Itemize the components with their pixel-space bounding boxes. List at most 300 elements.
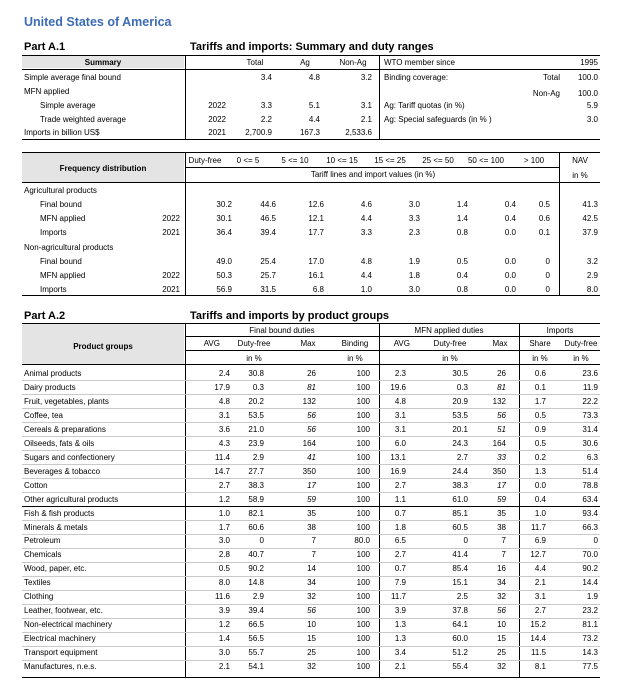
final-bound-cell: 3.1 (218, 410, 230, 420)
final-bound-cell: 100 (356, 410, 370, 420)
binding-total-value: 100.0 (577, 73, 598, 82)
imports-cell: 66.3 (582, 522, 598, 532)
final-bound-cell: 100 (356, 522, 370, 532)
summary-row-label: MFN applied (24, 87, 70, 96)
product-group-name: Oilseeds, fats & oils (24, 438, 95, 448)
product-group-name: Clothing (24, 592, 54, 602)
imports-cell: 23.2 (582, 606, 598, 616)
mfn-cell: 1.3 (394, 620, 406, 630)
freq-cell: 49.0 (216, 257, 232, 266)
final-bound-cell: 21.0 (248, 424, 264, 434)
mfn-cell: 32 (497, 662, 506, 671)
mfn-cell: 0.3 (456, 382, 468, 392)
special-safeguard-value: 3.0 (586, 115, 598, 124)
imports-cell: 14.4 (530, 634, 546, 643)
final-bound-cell: 1.2 (218, 620, 230, 630)
product-group-name: Animal products (24, 369, 82, 378)
freq-header-rule (22, 182, 600, 183)
mfn-cell: 20.1 (452, 424, 468, 434)
freq-cell: 3.0 (408, 200, 420, 209)
final-bound-cell: 34 (307, 578, 316, 588)
mfn-cell: 7 (501, 536, 506, 546)
final-bound-cell: 100 (356, 369, 370, 378)
final-bound-cell: 60.6 (248, 522, 264, 532)
imports-cell: 90.2 (582, 564, 598, 574)
summary-row-total: 2.2 (260, 115, 272, 124)
freq-cell: 17.0 (308, 257, 324, 266)
mfn-cell: 56 (497, 606, 506, 616)
final-bound-cell: 32 (307, 662, 316, 671)
imp-dutyfree-header: Duty-free (564, 339, 598, 348)
imports-cell: 0.5 (534, 438, 546, 448)
freq-col-header: 50 <= 100 (467, 156, 505, 165)
product-group-name: Chemicals (24, 550, 62, 560)
freq-cell: 3.3 (408, 214, 420, 223)
mfn-cell: 59 (497, 494, 506, 504)
summary-row-label: Trade weighted average (40, 115, 126, 124)
imports-cell: 14.3 (582, 648, 598, 657)
fb-dutyfree-unit: in % (246, 354, 262, 363)
mfn-cell: 6.0 (394, 438, 406, 448)
imports-cell: 63.4 (582, 494, 598, 504)
final-bound-cell: 164 (302, 438, 316, 448)
row-separator (22, 478, 600, 479)
imports-cell: 2.1 (534, 578, 546, 588)
imports-cell: 12.7 (530, 550, 546, 560)
imp-dutyfree-unit: in % (573, 354, 589, 363)
summary-row-year: 2022 (208, 115, 226, 124)
mfn-cell: 51 (497, 424, 506, 434)
mfn-cell: 60.0 (452, 634, 468, 643)
row-separator (22, 590, 600, 591)
freq-cell: 56.9 (216, 285, 232, 294)
mfn-cell: 7.9 (394, 578, 406, 588)
final-bound-cell: 100 (356, 438, 370, 448)
freq-cell: 25.4 (260, 257, 276, 266)
mfn-cell: 2.7 (456, 452, 468, 462)
row-separator (22, 520, 600, 521)
mfn-dutyfree-unit: in % (442, 354, 458, 363)
freq-cell: 50.3 (216, 271, 232, 280)
a2-subheader-rule (186, 336, 600, 337)
final-bound-cell: 11.6 (215, 592, 230, 602)
final-bound-cell: 15 (307, 634, 316, 643)
mfn-cell: 17 (497, 480, 506, 490)
freq-cell: 8.0 (586, 285, 598, 294)
mfn-cell: 56 (497, 410, 506, 420)
product-group-name: Cotton (24, 480, 48, 490)
agri-nonagri-separator (22, 506, 600, 507)
freq-cell: 4.4 (360, 214, 372, 223)
final-bound-cell: 1.2 (218, 494, 230, 504)
summary-row-year: 2022 (208, 101, 226, 110)
mfn-cell: 10 (497, 620, 506, 630)
summary-divider-right (379, 55, 380, 140)
product-group-name: Non-electrical machinery (24, 620, 113, 630)
freq-col-header: 25 <= 50 (422, 156, 454, 165)
mfn-cell: 2.3 (394, 369, 406, 378)
final-bound-cell: 100 (356, 382, 370, 392)
mfn-cell: 11.7 (391, 592, 406, 602)
final-bound-cell: 1.4 (218, 634, 230, 643)
summary-row-nonag: 3.2 (360, 73, 372, 82)
final-bound-cell: 26 (307, 369, 316, 378)
a2-divider-1 (185, 323, 186, 678)
freq-cell: 37.9 (582, 228, 598, 237)
mfn-cell: 33 (497, 452, 506, 462)
final-bound-cell: 11.4 (215, 452, 230, 462)
imports-cell: 1.7 (534, 396, 546, 406)
product-group-name: Fruit, vegetables, plants (24, 396, 109, 406)
mfn-cell: 37.8 (452, 606, 468, 616)
final-bound-cell: 4.8 (218, 396, 230, 406)
freq-col-header: 15 <= 25 (374, 156, 406, 165)
mfn-cell: 60.5 (452, 522, 468, 532)
fb-max-header: Max (300, 339, 316, 348)
part-a2-label: Part A.2 (24, 310, 66, 322)
freq-cell: 42.5 (582, 214, 598, 223)
mfn-cell: 55.4 (452, 662, 468, 671)
final-bound-cell: 56 (307, 410, 316, 420)
final-bound-cell: 25 (307, 648, 316, 657)
final-bound-cell: 40.7 (248, 550, 264, 560)
final-bound-cell: 100 (356, 606, 370, 616)
freq-cell: 6.8 (312, 285, 324, 294)
imports-cell: 11.5 (531, 648, 546, 657)
freq-col-header: 5 <= 10 (281, 156, 309, 165)
freq-col-header: Duty-free (188, 156, 222, 165)
freq-divider-left (185, 152, 186, 296)
final-bound-cell: 7 (311, 550, 316, 560)
mfn-cell: 32 (497, 592, 506, 602)
freq-row-label: MFN applied (40, 214, 86, 223)
summary-row-label: Simple average final bound (24, 73, 121, 82)
freq-row-year: 2021 (162, 285, 180, 294)
mfn-cell: 1.8 (394, 522, 406, 532)
mfn-dutyfree-header: Duty-free (433, 339, 467, 348)
fb-binding-header: Binding (341, 339, 369, 348)
final-bound-cell: 100 (356, 424, 370, 434)
freq-cell: 1.0 (360, 285, 372, 294)
final-bound-cell: 30.8 (248, 369, 264, 378)
row-separator (22, 646, 600, 647)
freq-cell: 0.5 (538, 200, 550, 209)
summary-col-nonag: Non-Ag (339, 58, 367, 67)
mfn-cell: 350 (492, 466, 506, 476)
final-bound-cell: 53.5 (248, 410, 264, 420)
final-bound-cell: 100 (356, 564, 370, 574)
freq-col-header: > 100 (523, 156, 545, 165)
mfn-cell: 2.7 (394, 550, 406, 560)
freq-row-year: 2021 (162, 228, 180, 237)
special-safeguard-label: Ag: Special safeguards (in % ) (384, 115, 492, 124)
freq-group-title: Non-agricultural products (24, 243, 114, 252)
mfn-cell: 26 (497, 369, 506, 378)
final-bound-cell: 58.9 (248, 494, 264, 504)
mfn-cell: 53.5 (452, 410, 468, 420)
row-separator (22, 422, 600, 423)
freq-cell: 12.6 (308, 200, 324, 209)
freq-cell: 0.8 (456, 285, 468, 294)
mfn-cell: 13.1 (390, 452, 406, 462)
mfn-cell: 24.4 (452, 466, 468, 476)
imp-share-header: Share (529, 339, 551, 348)
freq-row-label: Final bound (40, 200, 82, 209)
a2-bottom-rule (22, 677, 600, 678)
a2-unit-rule (186, 350, 600, 351)
final-bound-cell: 7 (311, 536, 316, 546)
final-bound-cell: 1.0 (218, 508, 230, 518)
mfn-cell: 3.1 (394, 410, 406, 420)
mfn-cell: 38 (497, 522, 506, 532)
freq-cell: 0 (545, 271, 550, 280)
freq-cell: 0.1 (538, 228, 550, 237)
product-group-name: Other agricultural products (24, 494, 119, 504)
product-group-name: Petroleum (24, 536, 61, 546)
final-bound-cell: 3.6 (218, 424, 230, 434)
freq-col-header: NAV (572, 156, 588, 165)
summary-row-total: 3.3 (260, 101, 272, 110)
mfn-cell: 0 (463, 536, 468, 546)
row-separator (22, 408, 600, 409)
row-separator (22, 436, 600, 437)
product-group-name: Fish & fish products (24, 508, 95, 518)
final-bound-cell: 2.4 (218, 369, 230, 378)
product-group-name: Manufactures, n.e.s. (24, 662, 97, 671)
summary-row-nonag: 3.1 (360, 101, 372, 110)
mfn-cell: 20.9 (452, 396, 468, 406)
final-bound-cell: 100 (356, 550, 370, 560)
freq-cell: 1.4 (456, 214, 468, 223)
final-bound-cell: 41 (307, 452, 316, 462)
wto-member-year: 1995 (580, 58, 598, 67)
mfn-avg-header: AVG (393, 339, 410, 348)
final-bound-cell: 2.1 (218, 662, 230, 671)
summary-header-rule (22, 69, 600, 70)
mfn-cell: 34 (497, 578, 506, 588)
freq-cell: 3.2 (586, 257, 598, 266)
fb-avg-header: AVG (203, 339, 220, 348)
summary-row-total: 2,700.9 (245, 128, 272, 137)
mfn-cell: 0.7 (394, 564, 406, 574)
freq-cell: 41.3 (582, 200, 598, 209)
final-bound-cell: 14 (307, 564, 316, 574)
freq-row-year: 2022 (162, 214, 180, 223)
row-separator (22, 492, 600, 493)
final-bound-cell: 100 (356, 508, 370, 518)
final-bound-cell: 2.9 (252, 592, 264, 602)
mfn-cell: 6.5 (394, 536, 406, 546)
final-bound-cell: 90.2 (248, 564, 264, 574)
mfn-cell: 51.2 (452, 648, 468, 657)
imports-cell: 8.1 (534, 662, 546, 671)
final-bound-cell: 66.5 (248, 620, 264, 630)
freq-cell: 1.4 (456, 200, 468, 209)
final-bound-cell: 56 (307, 606, 316, 616)
final-bound-cell: 35 (307, 508, 316, 518)
final-bound-cell: 14.7 (214, 466, 230, 476)
summary-col-total: Total (246, 58, 264, 67)
binding-nonag-label: Non-Ag (532, 89, 560, 98)
freq-cell: 25.7 (260, 271, 276, 280)
fb-dutyfree-header: Duty-free (237, 339, 271, 348)
freq-bottom-rule (22, 295, 600, 296)
freq-cell: 39.4 (260, 228, 276, 237)
binding-total-label: Total (543, 73, 560, 82)
final-bound-cell: 32 (307, 592, 316, 602)
final-bound-cell: 132 (302, 396, 316, 406)
summary-row-nonag: 2,533.6 (345, 128, 372, 137)
freq-cell: 12.1 (308, 214, 324, 223)
freq-subheader: Tariff lines and import values (in %) (310, 170, 436, 179)
final-bound-cell: 2.7 (218, 480, 230, 490)
imports-cell: 1.0 (534, 508, 546, 518)
imports-cell: 73.2 (582, 634, 598, 643)
mfn-cell: 7 (501, 550, 506, 560)
imports-cell: 0.0 (534, 480, 546, 490)
final-bound-cell: 3.0 (218, 648, 230, 657)
summary-row-ag: 4.4 (308, 115, 320, 124)
mfn-cell: 19.6 (390, 382, 406, 392)
mfn-cell: 15.1 (452, 578, 468, 588)
freq-cell: 0 (545, 285, 550, 294)
product-group-name: Beverages & tobacco (24, 466, 101, 476)
freq-cell: 4.4 (360, 271, 372, 280)
freq-row-label: Imports (40, 285, 67, 294)
freq-cell: 2.3 (408, 228, 420, 237)
final-bound-cell: 100 (356, 452, 370, 462)
final-bound-cell: 100 (356, 620, 370, 630)
product-group-name: Electrical machinery (24, 634, 96, 643)
row-separator (22, 660, 600, 661)
summary-row-year: 2021 (208, 128, 226, 137)
product-group-name: Coffee, tea (24, 410, 63, 420)
summary-row-label: Simple average (40, 101, 96, 110)
final-bound-cell: 55.7 (248, 648, 264, 657)
row-separator (22, 464, 600, 465)
freq-cell: 30.1 (216, 214, 232, 223)
imports-cell: 0.4 (534, 494, 546, 504)
freq-col-header: 10 <= 15 (326, 156, 358, 165)
product-group-name: Leather, footwear, etc. (24, 606, 103, 616)
final-bound-cell: 81 (307, 382, 316, 392)
final-bound-cell: 56.5 (248, 634, 264, 643)
final-bound-cell: 20.2 (248, 396, 264, 406)
final-bound-cell: 100 (356, 662, 370, 671)
mfn-cell: 85.1 (452, 508, 468, 518)
product-group-name: Cereals & preparations (24, 424, 106, 434)
imports-cell: 2.7 (534, 606, 546, 616)
final-bound-cell: 14.8 (248, 578, 264, 588)
final-bound-cell: 100 (356, 466, 370, 476)
imports-cell: 0 (593, 536, 598, 546)
row-separator (22, 394, 600, 395)
row-separator (22, 618, 600, 619)
imports-cell: 0.2 (534, 452, 546, 462)
imports-cell: 0.9 (534, 424, 546, 434)
imports-cell: 30.6 (582, 438, 598, 448)
product-group-name: Textiles (24, 578, 51, 588)
mfn-cell: 61.0 (452, 494, 468, 504)
final-bound-cell: 2.9 (252, 452, 264, 462)
final-bound-cell: 100 (356, 480, 370, 490)
imports-cell: 1.3 (534, 466, 546, 476)
final-bound-cell: 17 (307, 480, 316, 490)
freq-cell: 4.6 (360, 200, 372, 209)
fb-binding-unit: in % (347, 354, 363, 363)
imports-cell: 6.3 (586, 452, 598, 462)
part-a1-title: Tariffs and imports: Summary and duty ranges (190, 41, 434, 53)
final-bound-cell: 3.0 (218, 536, 230, 546)
imports-cell: 3.1 (534, 592, 546, 602)
freq-cell: 16.1 (308, 271, 324, 280)
final-bound-cell: 38 (307, 522, 316, 532)
final-bound-cell: 100 (356, 396, 370, 406)
row-separator (22, 450, 600, 451)
freq-cell: 0.0 (504, 228, 516, 237)
imports-header: Imports (546, 326, 574, 335)
freq-cell: 3.0 (408, 285, 420, 294)
final-bound-cell: 350 (302, 466, 316, 476)
final-bound-cell: 0.5 (218, 564, 230, 574)
final-bound-cell: 38.3 (248, 480, 264, 490)
final-bound-cell: 39.4 (248, 606, 264, 616)
freq-row-label: Final bound (40, 257, 82, 266)
final-bound-cell: 8.0 (218, 578, 230, 588)
product-group-name: Dairy products (24, 382, 76, 392)
imports-cell: 81.1 (582, 620, 598, 630)
imports-cell: 0.5 (534, 410, 546, 420)
freq-cell: 0.4 (504, 200, 516, 209)
row-separator (22, 534, 600, 535)
mfn-cell: 1.1 (394, 494, 406, 504)
imports-cell: 14.4 (582, 578, 598, 588)
summary-row-ag: 4.8 (308, 73, 320, 82)
imports-cell: 23.6 (582, 369, 598, 378)
freq-cell: 0.0 (504, 271, 516, 280)
final-bound-cell: 4.3 (218, 438, 230, 448)
mfn-cell: 3.4 (394, 648, 406, 657)
mfn-cell: 16.9 (390, 466, 406, 476)
row-separator (22, 548, 600, 549)
mfn-cell: 85.4 (452, 564, 468, 574)
freq-cell: 17.7 (308, 228, 324, 237)
freq-group-title: Agricultural products (24, 186, 97, 195)
imports-cell: 0.1 (534, 382, 546, 392)
imports-cell: 4.4 (534, 564, 546, 574)
tariff-quota-value: 5.9 (586, 101, 598, 110)
final-bound-cell: 3.9 (218, 606, 230, 616)
summary-header: Summary (84, 58, 122, 67)
freq-cell: 0.6 (538, 214, 550, 223)
imports-cell: 77.5 (582, 662, 598, 671)
freq-cell: 2.9 (586, 271, 598, 280)
mfn-cell: 38.3 (452, 480, 468, 490)
binding-coverage-label: Binding coverage: (384, 73, 449, 82)
freq-cell: 44.6 (260, 200, 276, 209)
mfn-cell: 1.3 (394, 634, 406, 643)
product-group-name: Transport equipment (24, 648, 98, 657)
mfn-max-header: Max (492, 339, 508, 348)
mfn-header: MFN applied duties (414, 326, 484, 335)
freq-cell: 31.5 (260, 285, 276, 294)
freq-cell: 1.8 (408, 271, 420, 280)
row-separator (22, 562, 600, 563)
imports-cell: 0.6 (534, 369, 546, 378)
mfn-cell: 64.1 (452, 620, 468, 630)
mfn-cell: 132 (492, 396, 506, 406)
mfn-cell: 4.8 (394, 396, 406, 406)
